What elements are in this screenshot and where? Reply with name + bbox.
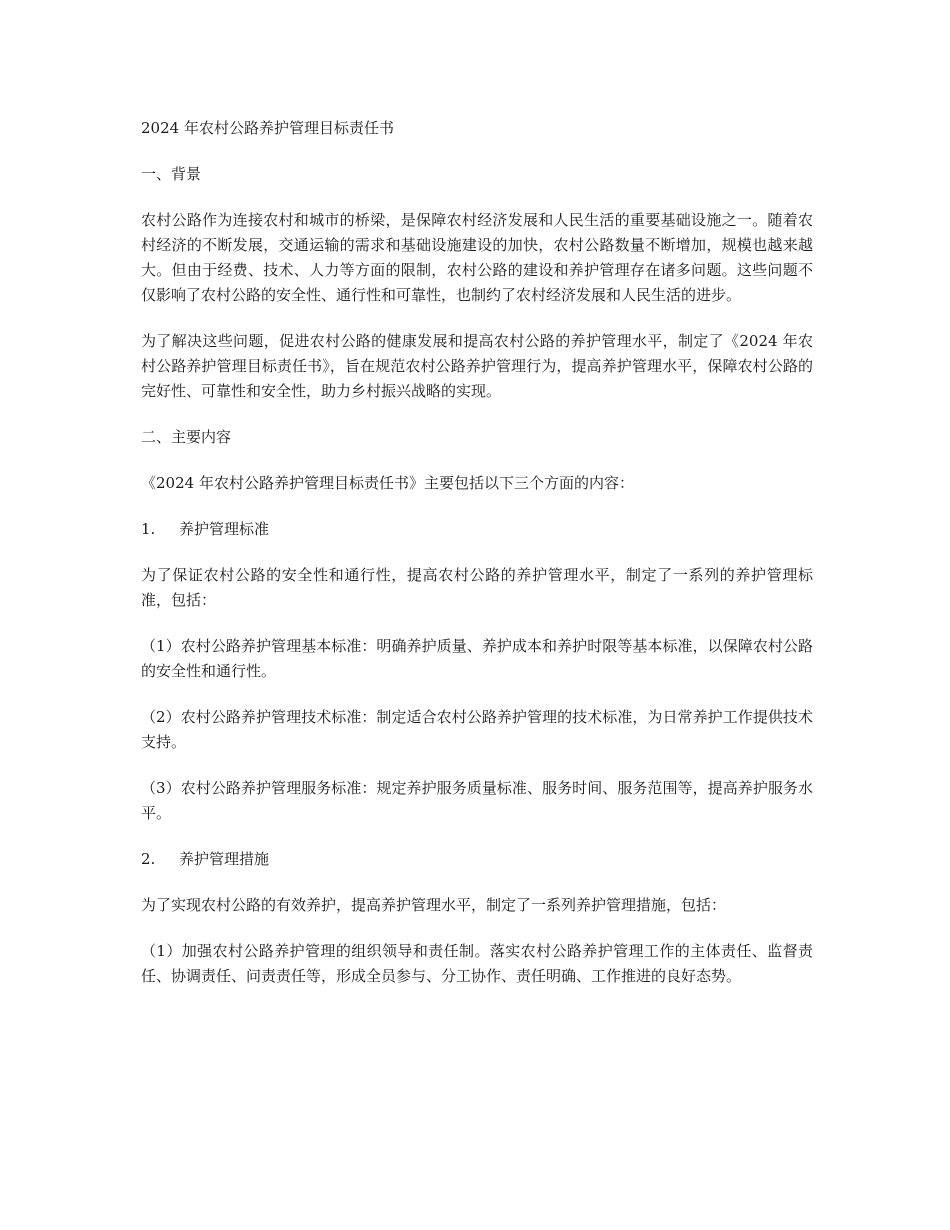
list-item: （3）农村公路养护管理服务标准：规定养护服务质量标准、服务时间、服务范围等，提高养护服务水平。	[141, 779, 813, 822]
section-heading-main-content: 二、主要内容	[141, 428, 232, 446]
paragraph: 为了实现农村公路的有效养护，提高养护管理水平，制定了一系列养护管理措施，包括：	[141, 896, 727, 914]
subsection-title: 养护管理标准	[179, 520, 270, 538]
list-item: （2）农村公路养护管理技术标准：制定适合农村公路养护管理的技术标准，为日常养护工作提供技术支持。	[141, 708, 813, 751]
list-item: （1）农村公路养护管理基本标准：明确养护质量、养护成本和养护时限等基本标准，以保障农村公路的安全性和通行性。	[141, 637, 813, 680]
paragraph: 为了保证农村公路的安全性和通行性，提高农村公路的养护管理水平，制定了一系列的养护管理标准，包括：	[141, 566, 813, 609]
paragraph: 为了解决这些问题，促进农村公路的健康发展和提高农村公路的养护管理水平，制定了《2024 年农村公路养护管理目标责任书》，旨在规范农村公路养护管理行为，提高养护管理水平，保障农村公路的完好性、可靠性和安全性，助力乡村振兴战略的实现。	[141, 332, 813, 400]
section-heading-background: 一、背景	[141, 165, 202, 183]
subsection-heading	[141, 847, 813, 872]
document-title: 2024 年农村公路养护管理目标责任书	[141, 119, 394, 137]
subsection-heading	[141, 517, 813, 542]
subsection-title: 养护管理措施	[179, 850, 270, 868]
paragraph: 《2024 年农村公路养护管理目标责任书》主要包括以下三个方面的内容：	[141, 474, 634, 492]
subsection-number: 2.	[141, 850, 156, 868]
subsection-number: 1.	[141, 520, 156, 538]
list-item: （1）加强农村公路养护管理的组织领导和责任制。落实农村公路养护管理工作的主体责任、监督责任、协调责任、问责责任等，形成全员参与、分工协作、责任明确、工作推进的良好态势。	[141, 942, 813, 985]
document-page	[141, 116, 813, 1010]
paragraph: 农村公路作为连接农村和城市的桥梁，是保障农村经济发展和人民生活的重要基础设施之一。随着农村经济的不断发展，交通运输的需求和基础设施建设的加快，农村公路数量不断增加，规模也越来越大。但由于经费、技术、人力等方面的限制，农村公路的建设和养护管理存在诸多问题。这些问题不仅影响了农村公路的安全性、通行性和可靠性，也制约了农村经济发展和人民生活的进步。	[141, 211, 813, 304]
